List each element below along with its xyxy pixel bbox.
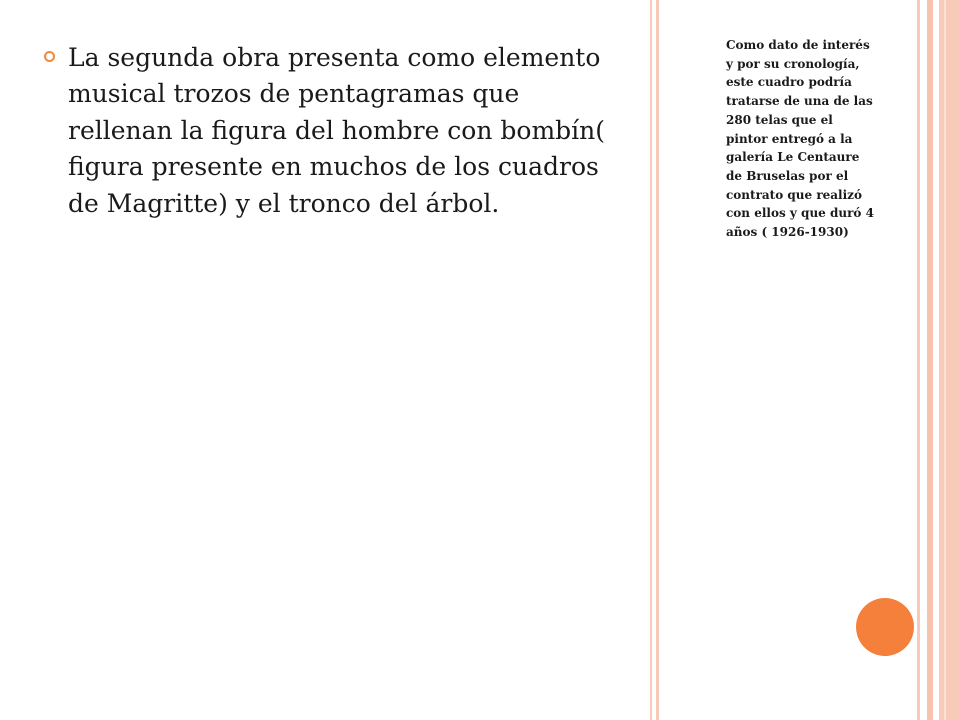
bullet-circle-icon — [44, 51, 55, 62]
side-note: Como dato de interés y por su cronología, este cuadro podría tratarse de una de las 280 telas que el pintor entregó a la galería Le Centaure de Bruselas por el contrato que realizó con ellos y que duró 4 años ( 1926-1930) — [726, 38, 874, 240]
decorative-stripe — [656, 0, 659, 720]
decorative-stripe — [927, 0, 933, 720]
bullet-item — [44, 40, 614, 222]
decorative-stripe-band — [939, 0, 960, 720]
bullet-text: La segunda obra presenta como elemento musical trozos de pentagramas que rellenan la figura del hombre con bombín( figura presente en muchos de los cuadros de Magritte) y el tronco del árbol. — [68, 43, 606, 218]
decorative-stripe — [917, 0, 920, 720]
decorative-stripe — [944, 0, 946, 720]
decorative-stripe — [650, 0, 652, 720]
decorative-circle — [856, 598, 914, 656]
